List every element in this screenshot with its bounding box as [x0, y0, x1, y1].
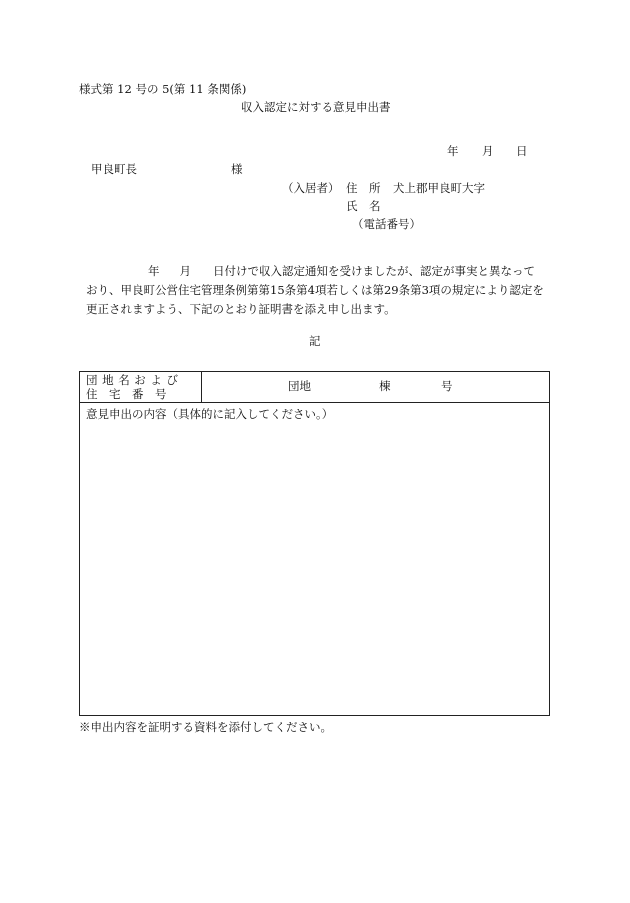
body-month-label: 月 — [179, 264, 191, 278]
ki-heading: 記 — [309, 334, 321, 348]
go-label: 号 — [441, 379, 453, 393]
statement-table — [79, 371, 550, 716]
date-day-label: 日 — [516, 144, 528, 158]
body-year-label: 年 — [148, 264, 160, 278]
body-line2-text: おり、甲良町公営住宅管理条例第第15条第4項若しくは第29条第3項の規定により認定を — [86, 283, 544, 297]
housing-row — [80, 372, 549, 403]
content-label: 意見申出の内容（具体的に記入してください。） — [86, 407, 334, 421]
phone-label: （電話番号） — [352, 217, 421, 231]
body-line1-text: 日付けで収入認定通知を受けましたが、認定が事実と異なって — [213, 264, 535, 278]
housing-label-line2: 住 宅 番 号 — [86, 387, 167, 401]
document-title: 収入認定に対する意見申出書 — [241, 100, 391, 114]
date-month-label: 月 — [482, 144, 494, 158]
address-value: 犬上郡甲良町大字 — [393, 181, 485, 195]
name-label: 氏 名 — [346, 199, 381, 213]
applicant-role: （入居者） — [282, 181, 340, 195]
address-label: 住 所 — [346, 181, 381, 195]
footnote: ※申出内容を証明する資料を添付してください。 — [79, 720, 332, 734]
body-line3-text: 更正されますよう、下記のとおり証明書を添え申し出ます。 — [86, 302, 396, 316]
mune-label: 棟 — [379, 379, 391, 393]
form-number: 様式第 12 号の 5(第 11 条関係) — [79, 82, 247, 96]
housing-label-cell — [80, 372, 202, 402]
housing-label-line1: 団地名および — [86, 373, 183, 387]
addressee-name: 甲良町長 — [91, 162, 137, 176]
body-paragraph — [86, 262, 556, 319]
date-year-label: 年 — [447, 144, 459, 158]
addressee-honorific: 様 — [231, 162, 243, 176]
danchi-label: 団地 — [288, 379, 311, 393]
